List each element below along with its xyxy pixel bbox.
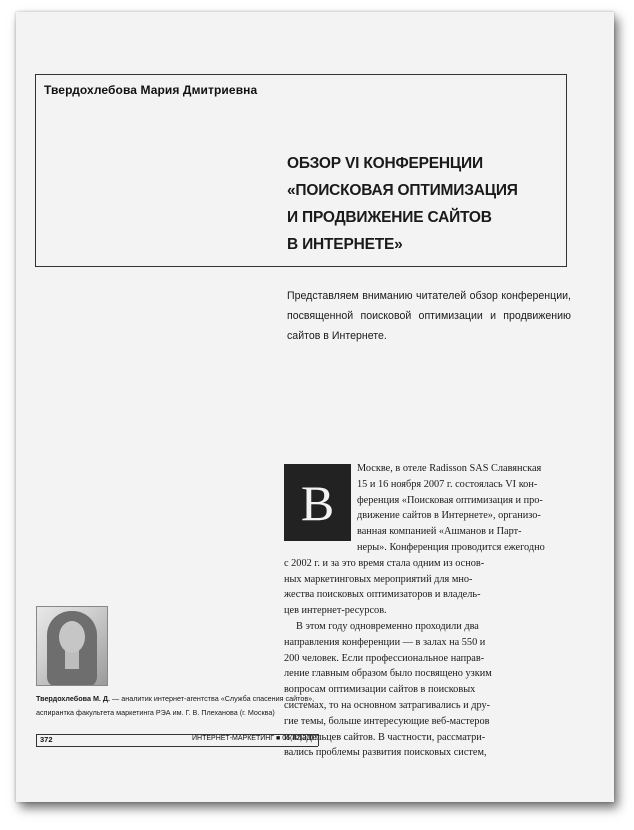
body-line: 200 человек. Если профессиональное направ- bbox=[284, 652, 485, 664]
body-line: ных маркетинговых мероприятий для мно- bbox=[284, 573, 473, 585]
body-line: В этом году одновременно проходили два bbox=[296, 620, 479, 632]
caption-line-2: аспирантка факультета маркетинга РЭА им. Г. В. Плеханова (г. Москва) bbox=[36, 708, 275, 717]
title-line: В ИНТЕРНЕТЕ» bbox=[287, 236, 403, 253]
caption-role: — аналитик интернет-агентства «Служба спасения сайтов», bbox=[110, 694, 315, 703]
body-line: гие темы, больше интересующие веб-мастеров bbox=[284, 715, 490, 727]
body-line: цев интернет-ресурсов. bbox=[284, 605, 387, 617]
article-lead: Представляем вниманию читателей обзор конференции, посвященной поисковой оптимизации и продвижению сайтов в Интернете. bbox=[287, 290, 571, 342]
caption-line-1 bbox=[36, 692, 336, 706]
body-line: движение сайтов в Интернете», организо- bbox=[357, 510, 541, 522]
body-line: вопросам оптимизации сайтов в поисковых bbox=[284, 684, 476, 696]
body-line: жества поисковых оптимизаторов и владель- bbox=[284, 589, 481, 601]
footer-rule-left bbox=[36, 734, 37, 746]
body-line: и владельцев сайтов. В частности, рассматри- bbox=[284, 731, 486, 743]
body-line: ление главным образом было посвящено узким bbox=[284, 668, 492, 680]
journal-issue: ИНТЕРНЕТ-МАРКЕТИНГ ■ 06(42)2007 bbox=[192, 735, 319, 742]
author-photo bbox=[36, 606, 108, 686]
article-title bbox=[287, 150, 567, 258]
body-line: Москве, в отеле Radisson SAS Славянская bbox=[357, 463, 542, 474]
page-number: 372 bbox=[40, 735, 53, 744]
author-caption bbox=[36, 692, 336, 720]
body-line: ференция «Поисковая оптимизация и про- bbox=[357, 494, 543, 506]
footer-rule-right bbox=[318, 734, 319, 746]
footer-rule-bottom bbox=[36, 746, 318, 747]
title-line: И ПРОДВИЖЕНИЕ САЙТОВ bbox=[287, 209, 492, 226]
body-line: направления конференции — в залах на 550 и bbox=[284, 636, 486, 648]
title-line: «ПОИСКОВАЯ ОПТИМИЗАЦИЯ bbox=[287, 182, 518, 199]
body-line: ванная компанией «Ашманов и Парт- bbox=[357, 526, 522, 538]
body-line: системах, то на основном затрагивались и дру- bbox=[284, 699, 491, 711]
body-line: неры». Конференция проводится ежегодно bbox=[357, 541, 545, 553]
body-line: с 2002 г. и за это время стала одним из основ- bbox=[284, 557, 485, 569]
body-line: вались проблемы развития поисковых систем, bbox=[284, 747, 487, 759]
body-line: 15 и 16 ноября 2007 г. состоялась VI кон- bbox=[357, 478, 538, 490]
article-author: Твердохлебова Мария Дмитриевна bbox=[44, 83, 258, 97]
caption-author-name: Твердохлебова М. Д. bbox=[36, 694, 111, 703]
photo-face-shape bbox=[59, 621, 85, 653]
drop-cap: В bbox=[284, 464, 351, 541]
title-line: ОБЗОР VI КОНФЕРЕНЦИИ bbox=[287, 155, 483, 172]
